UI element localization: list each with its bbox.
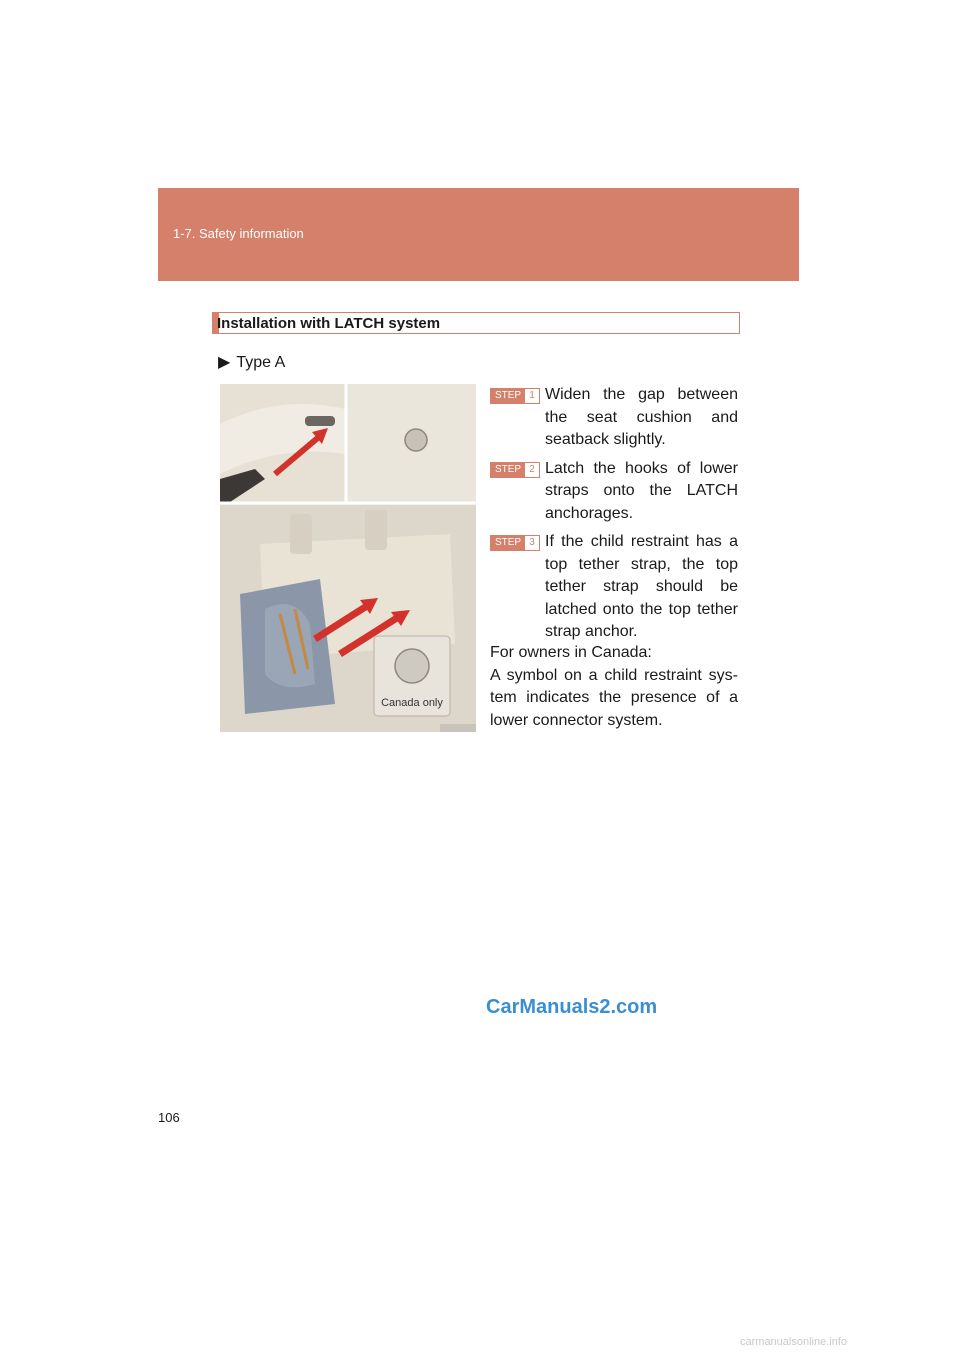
latch-illustration-svg [220, 384, 476, 732]
type-label [218, 352, 285, 372]
step-1 [490, 384, 738, 452]
header-band [158, 188, 799, 281]
step-text: Widen the gap between the seat cushion and seatback slightly. [545, 386, 738, 448]
type-label-text: Type A [236, 354, 286, 371]
page-number: 106 [158, 1110, 180, 1125]
step-badge: STEP 3 [490, 535, 540, 551]
latch-illustration [220, 384, 476, 732]
canada-note-title: For owners in Canada: [490, 644, 652, 661]
step-badge: STEP 1 [490, 388, 540, 404]
step-3 [490, 531, 738, 644]
watermark-carmanuals2: CarManuals2.com [486, 996, 658, 1018]
section-title: 1-7. Safety information [173, 226, 304, 241]
step-2 [490, 458, 738, 526]
canada-note-text: A symbol on a child restraint sys-tem indicates the presence of a lower connector system. [490, 666, 738, 729]
step-text: Latch the hooks of lower straps onto the LATCH anchorages. [545, 459, 738, 522]
canada-note [490, 642, 738, 732]
triangle-bullet-icon: ▶ [218, 354, 231, 371]
canada-only-label: Canada only [381, 697, 443, 709]
steps-list [490, 384, 738, 650]
heading-text: Installation with LATCH system [217, 315, 441, 332]
watermark-carmanualsonline: carmanualsonline.info [740, 1336, 848, 1348]
step-badge: STEP 2 [490, 462, 540, 478]
section-heading [212, 312, 740, 334]
step-text: If the child restraint has a top tether strap, the top tether strap should be latched onto the top tether strap anchor. [545, 533, 738, 640]
